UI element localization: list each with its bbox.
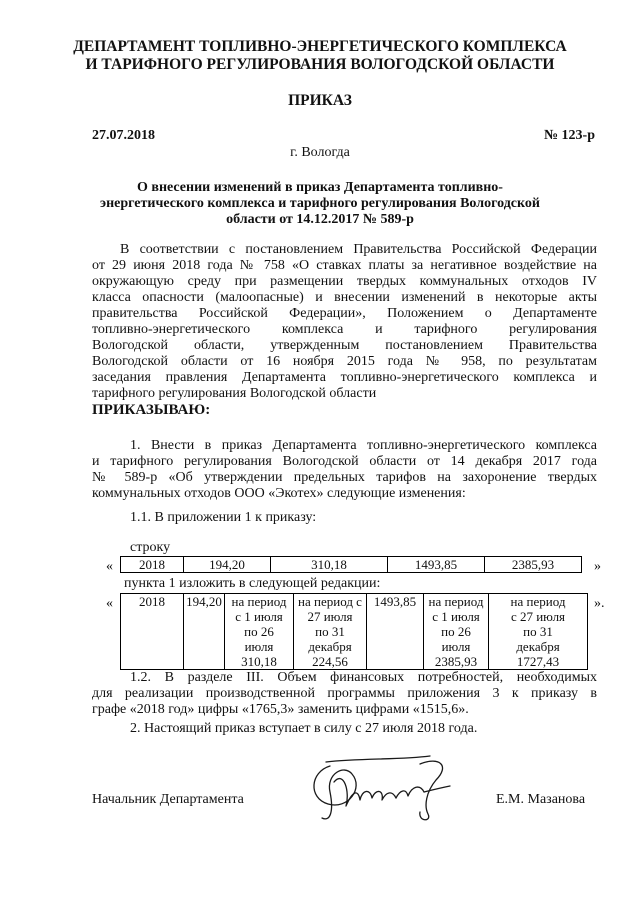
cell-line: декабря: [308, 639, 352, 654]
preamble-line: Вологодской области от 16 ноября 2015 года № 958, по результатам: [92, 354, 597, 369]
new-period-cell: [489, 594, 588, 670]
quote-open: «: [106, 559, 113, 574]
cell-line: с 1 июля: [235, 609, 283, 624]
order-word: ПРИКАЗЫВАЮ:: [92, 402, 211, 418]
new-value-cell: 1493,85: [367, 594, 424, 670]
item-1: [92, 438, 597, 502]
preamble-line: заседания правления Департамента топливно-энергетического комплекса и: [92, 370, 597, 385]
preamble-line: правительства Российской Федерации», Положением о Департаменте: [92, 306, 597, 321]
cell-line: 310,18: [241, 654, 277, 669]
document-number: № 123-р: [543, 128, 595, 143]
new-year-cell: 2018: [121, 594, 184, 670]
new-value-cell: 194,20: [184, 594, 225, 670]
item-1-2-line: 1.2. В разделе III. Объем финансовых потребностей, необходимых: [130, 670, 597, 685]
cell-line: на период с: [298, 594, 362, 609]
cell-line: с 27 июля: [510, 609, 566, 624]
quote-close: ».: [594, 596, 605, 611]
item-1-2-line: графе «2018 год» цифры «1765,3» заменить цифрами «1515,6».: [92, 702, 469, 717]
signature-position: Начальник Департамента: [92, 792, 244, 807]
document-date: 27.07.2018: [92, 128, 155, 143]
preamble: [92, 242, 597, 402]
subject-line-3: области от 14.12.2017 № 589-р: [226, 212, 414, 227]
item-2: 2. Настоящий приказ вступает в силу с 27 июля 2018 года.: [130, 721, 478, 736]
table-row: [121, 557, 582, 573]
old-year-cell: 2018: [121, 557, 184, 573]
old-value-cell: 310,18: [271, 557, 388, 573]
quote-close: »: [594, 559, 601, 574]
cell-line: по 31: [315, 624, 345, 639]
old-tariff-table: [120, 556, 582, 573]
cell-line: декабря: [516, 639, 560, 654]
new-tariff-table: [120, 593, 588, 670]
item-1-line: 1. Внести в приказ Департамента топливно-энергетического комплекса: [130, 438, 597, 453]
preamble-line: В соответствии с постановлением Правительства Российской Федерации: [120, 242, 597, 257]
preamble-line: топливно-энергетического комплекса и тарифного регулирования: [92, 322, 597, 337]
cell-line: 27 июля: [307, 609, 353, 624]
department-header: [30, 38, 610, 74]
document-subject: [60, 180, 580, 228]
quote-open: «: [106, 596, 113, 611]
preamble-line: класса опасности (малоопасные) и внесении изменений в некоторые акты: [92, 290, 597, 305]
cell-line: 1727,43: [516, 654, 560, 669]
document-type: ПРИКАЗ: [288, 92, 352, 109]
new-period-cell: [294, 594, 367, 670]
handwritten-signature: [300, 752, 470, 824]
subject-line-2: энергетического комплекса и тарифного регулирования Вологодской: [100, 196, 540, 211]
old-value-cell: 2385,93: [485, 557, 582, 573]
subject-line-1: О внесении изменений в приказ Департамента топливно-: [137, 180, 503, 195]
item-1-line: коммунальных отходов ООО «Экотех» следующие изменения:: [92, 486, 466, 501]
document-city: г. Вологда: [290, 145, 350, 160]
item-1-2: [92, 670, 597, 718]
signature-name: Е.М. Мазанова: [496, 792, 586, 807]
old-value-cell: 1493,85: [388, 557, 485, 573]
cell-line: по 31: [523, 624, 553, 639]
cell-line: с 1 июля: [432, 609, 480, 624]
cell-line: на период: [428, 594, 484, 609]
new-period-cell: [225, 594, 294, 670]
cell-line: 224,56: [312, 654, 348, 669]
header-line-2: И ТАРИФНОГО РЕГУЛИРОВАНИЯ ВОЛОГОДСКОЙ ОБЛАСТИ: [85, 56, 555, 73]
preamble-line: окружающую среду при размещении твердых коммунальных отходов IV: [92, 274, 597, 289]
item-1-line: и тарифного регулирования Вологодской области от 14 декабря 2017 года: [92, 454, 597, 469]
cell-line: на период: [510, 594, 566, 609]
cell-line: июля: [244, 639, 274, 654]
row-word: строку: [130, 540, 171, 555]
preamble-line: от 29 июня 2018 года № 758 «О ставках платы за негативное воздействие на: [92, 258, 597, 273]
cell-line: 2385,93: [434, 654, 478, 669]
new-period-cell: [424, 594, 489, 670]
cell-line: июля: [441, 639, 471, 654]
old-value-cell: 194,20: [184, 557, 271, 573]
item-1-line: № 589-р «Об утверждении предельных тарифов на захоронение твердых: [92, 470, 597, 485]
cell-line: по 26: [244, 624, 274, 639]
header-line-1: ДЕПАРТАМЕНТ ТОПЛИВНО-ЭНЕРГЕТИЧЕСКОГО КОМПЛЕКСА: [73, 38, 567, 55]
cell-line: по 26: [441, 624, 471, 639]
table-row: [121, 594, 588, 670]
item-1-1: 1.1. В приложении 1 к приказу:: [130, 510, 317, 525]
point-text: пункта 1 изложить в следующей редакции:: [124, 576, 381, 591]
item-1-2-line: для реализации производственной программы приложения 3 к приказу в: [92, 686, 597, 701]
preamble-line: Вологодской области, утвержденным постановлением Правительства: [92, 338, 597, 353]
preamble-line: тарифного регулирования Вологодской области: [92, 386, 377, 401]
cell-line: на период: [231, 594, 287, 609]
